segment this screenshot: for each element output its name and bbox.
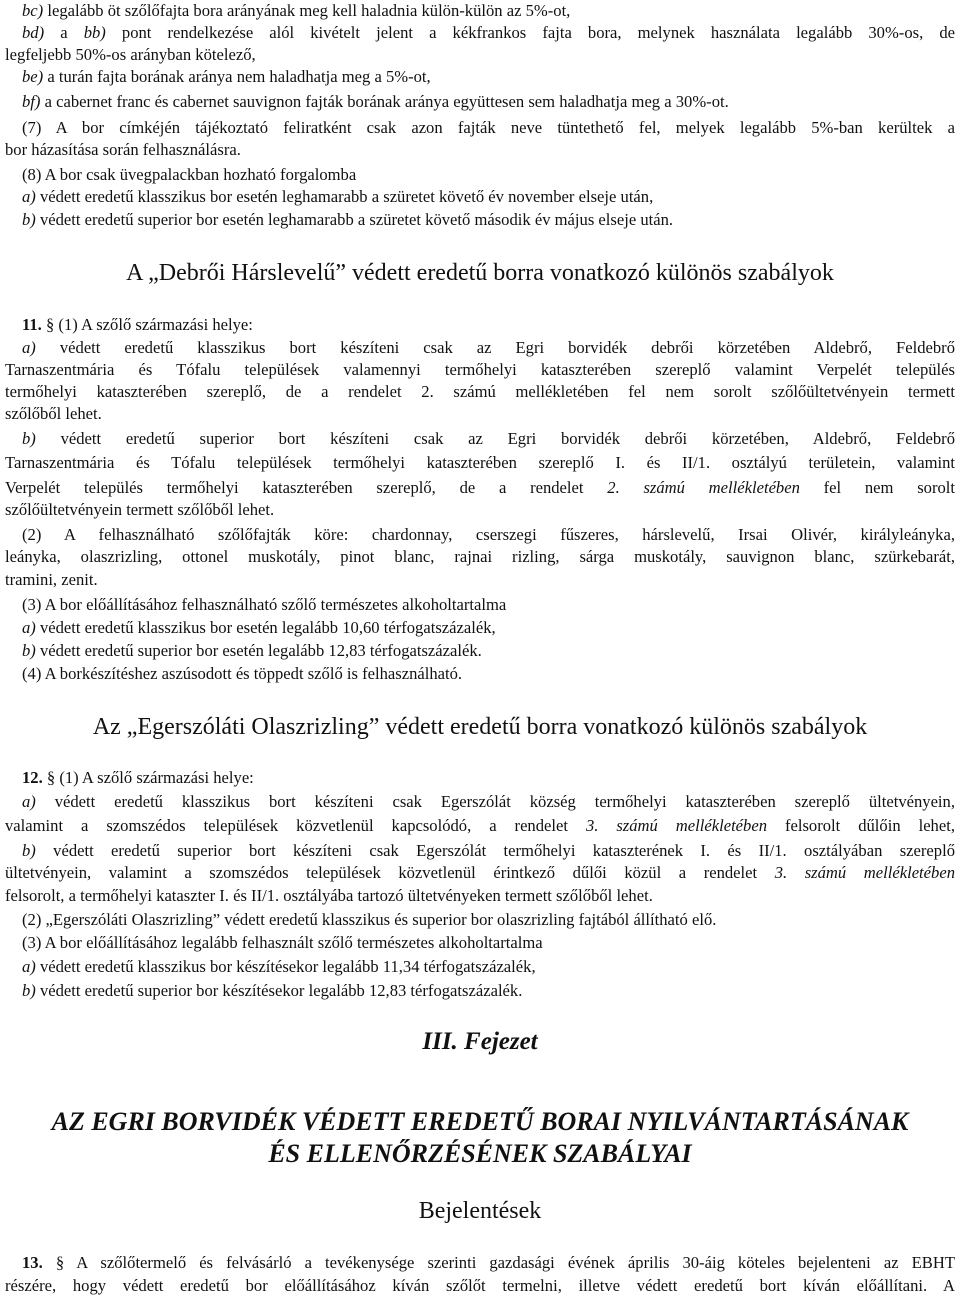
text-line: (7) A bor címkéjén tájékoztató feliratként csak azon fajták neve tüntethető fel, melyek legalább 5%-ban kerültek a: [22, 118, 955, 137]
line-text: védett eredetű superior bor készítésekor legalább 12,83 térfogatszázalék.: [35, 981, 523, 1000]
line-text: § A szőlőtermelő és felvásárló a tevékenysége szerinti gazdasági évének április 30-áig köteles bejelenteni az EBHT: [42, 1253, 955, 1272]
item-label: be): [22, 67, 44, 86]
line-text: § (1) A szőlő származási helye:: [41, 315, 253, 334]
item-label: b): [22, 429, 36, 448]
line-text: legalább öt szőlőfajta bora arányának meg kell haladnia külön-külön az 5%-ot,: [43, 1, 571, 20]
text-line: legfeljebb 50%-os arányban kötelező,: [5, 45, 256, 64]
text-line: szőlőültetvényein termett szőlőből lehet.: [5, 500, 275, 519]
text-line: (4) A borkészítéshez aszúsodott és töppedt szőlő is felhasználható.: [22, 664, 463, 683]
text-line: Tarnaszentmária és Tófalu települések valamennyi termőhelyi kataszterében szereplő valamint Verpelét település: [5, 360, 955, 379]
text-line: (3) A bor előállításához legalább felhasznált szőlő természetes alkoholtartalma: [22, 933, 543, 952]
item-label: b): [22, 981, 36, 1000]
text-line: [22, 22, 955, 44]
text-line: [22, 337, 955, 359]
chapter-title: ÉS ELLENŐRZÉSÉNEK SZABÁLYAI: [268, 1139, 692, 1168]
line-text: pont rendelkezése alól kivételt jelent a kékfrankos fajta bora, melynek használata legalább 30%-os, de: [105, 23, 955, 42]
text-line: [22, 428, 955, 450]
text-line: [22, 91, 955, 113]
item-label: a): [22, 792, 36, 811]
line-text: § (1) A szőlő származási helye:: [42, 768, 254, 787]
line-text: védett eredetű superior bort készíteni csak az Egri borvidék debrői körzetében, Aldebrő, Feldebrő: [35, 429, 955, 448]
text-line: [22, 209, 955, 231]
paragraph-number: 13.: [22, 1253, 43, 1272]
item-label: a): [22, 957, 36, 976]
annex-reference: 3. számú mellékletében: [774, 863, 955, 882]
line-text: a cabernet franc és cabernet sauvignon fajták borának aránya együttesen sem haladhatja meg a 30%-ot.: [40, 92, 729, 111]
section-heading: A „Debrői Hárslevelű” védett eredetű borra vonatkozó különös szabályok: [126, 260, 834, 286]
paragraph-number: 12.: [22, 768, 43, 787]
text-line: [22, 791, 955, 813]
text-line: leányka, olaszrizling, ottonel muskotály, pinot blanc, rajnai rizling, sárga muskotály, sauvignon blanc, szürkebarát,: [5, 547, 955, 566]
line-text: védett eredetű superior bor esetén leghamarabb a szüretet követő második év május elseje után.: [35, 210, 674, 229]
text-line: [22, 956, 955, 978]
text-line: bor házasítása során felhasználásra.: [5, 140, 241, 159]
line-text: védett eredetű klasszikus bort készíteni csak Egerszólát község termőhelyi kataszterében szereplő ültetvényein,: [35, 792, 955, 811]
item-label: b): [22, 841, 36, 860]
paragraph-start: [22, 1252, 955, 1274]
item-label: a): [22, 618, 36, 637]
line-text: ültetvényein, valamint a szomszédos települések közvetlenül érintkező dűlői közül a rendelet: [5, 863, 775, 882]
section-heading: Az „Egerszóláti Olaszrizling” védett eredetű borra vonatkozó különös szabályok: [92, 714, 868, 740]
text-line: [22, 980, 955, 1002]
item-label: bd): [22, 23, 45, 42]
text-line: [22, 66, 955, 88]
item-label: bb): [83, 23, 106, 42]
item-label: b): [22, 641, 36, 660]
text-line: (2) „Egerszóláti Olaszrizling” védett eredetű klasszikus és superior bor olaszrizling fajtából állítható elő.: [22, 910, 717, 929]
item-label: bc): [22, 1, 44, 20]
paragraph-number: 11.: [22, 315, 42, 334]
line-text: valamint a szomszédos települések közvetlenül kapcsolódó, a rendelet: [5, 816, 586, 835]
line-text: védett eredetű superior bor esetén legalább 12,83 térfogatszázalék.: [35, 641, 482, 660]
text-line: [22, 840, 955, 862]
item-label: a): [22, 338, 36, 357]
line-text: a: [44, 23, 84, 42]
text-line: [5, 815, 955, 837]
annex-reference: 2. számú mellékletében: [607, 478, 800, 497]
line-text: fel nem sorolt: [799, 478, 955, 497]
text-line: tramini, zenit.: [5, 570, 98, 589]
item-label: a): [22, 187, 36, 206]
item-label: bf): [22, 92, 41, 111]
text-line: (8) A bor csak üvegpalackban hozható forgalomba: [22, 165, 357, 184]
text-line: részére, hogy védett eredetű bor előállításához kíván szőlőt termelni, illetve védett eredetű bort kíván előállítani. A: [5, 1276, 955, 1295]
text-line: felsorolt, a termőhelyi kataszter I. és II/1. osztályába tartozó ültetvényeken termett szőlőből lehet.: [5, 886, 653, 905]
item-label: b): [22, 210, 36, 229]
line-text: védett eredetű klasszikus bor készítésekor legalább 11,34 térfogatszázalék,: [35, 957, 536, 976]
text-line: [22, 617, 955, 639]
text-line: [22, 0, 955, 22]
annex-reference: 3. számú mellékletében: [585, 816, 767, 835]
line-text: védett eredetű superior bort készíteni csak Egerszólát termőhelyi kataszterének I. és II/1. osztályában szereplő: [35, 841, 955, 860]
chapter-number: III. Fejezet: [422, 1028, 538, 1055]
line-text: védett eredetű klasszikus bort készíteni csak az Egri borvidék debrői körzetében Aldebrő, Feldebrő: [35, 338, 955, 357]
line-text: felsorolt dűlőin lehet,: [767, 816, 955, 835]
line-text: Verpelét település termőhelyi kataszterében szereplő, de a rendelet: [5, 478, 608, 497]
text-line: (3) A bor előállításához felhasználható szőlő természetes alkoholtartalma: [22, 595, 507, 614]
text-line: [5, 862, 955, 884]
chapter-title: AZ EGRI BORVIDÉK VÉDETT EREDETŰ BORAI NYILVÁNTARTÁSÁNAK: [51, 1107, 909, 1136]
text-line: [22, 640, 955, 662]
paragraph-start: [22, 767, 955, 789]
chapter-subtitle: Bejelentések: [418, 1198, 542, 1224]
text-line: (2) A felhasználható szőlőfajták köre: chardonnay, cserszegi fűszeres, hárslevelű, Irsai Olivér, királyleányka,: [22, 525, 955, 544]
text-line: [5, 477, 955, 499]
text-line: szőlőből lehet.: [5, 404, 102, 423]
line-text: védett eredetű klasszikus bor esetén leghamarabb a szüretet követő év november elseje után,: [35, 187, 654, 206]
text-line: termőhelyi kataszterében szereplő, de a rendelet 2. számú mellékletében fel nem sorolt szőlőültetvényein termett: [5, 382, 955, 401]
paragraph-start: [22, 314, 955, 336]
line-text: védett eredetű klasszikus bor esetén legalább 10,60 térfogatszázalék,: [35, 618, 496, 637]
line-text: a turán fajta borának aránya nem haladhatja meg a 5%-ot,: [43, 67, 431, 86]
text-line: Tarnaszentmária és Tófalu települések termőhelyi kataszterében szereplő I. és II/1. osztályú területein, valamint: [5, 453, 955, 472]
text-line: [22, 186, 955, 208]
